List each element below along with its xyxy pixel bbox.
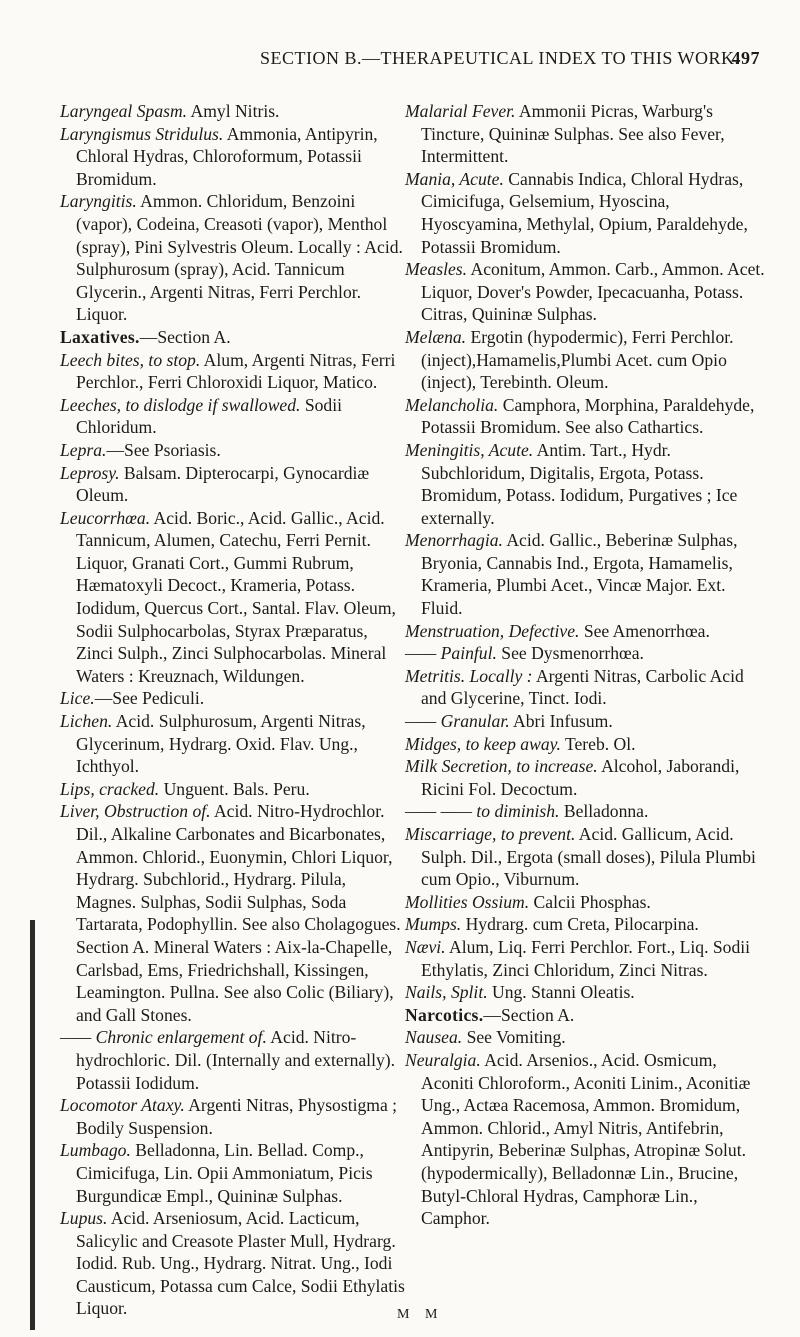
index-entry (405, 823, 765, 891)
entry-remedies: See Vomiting. (462, 1027, 566, 1048)
entry-remedies: Antim. Tart., Hydr. Subchloridum, Digitalis, Ergota, Potass. Bromidum, Potass. Iodidum, Purgatives ; Ice externally. (421, 439, 738, 528)
entry-headword: Lice. (60, 688, 95, 709)
entry-remedies: Acid. Nitro-hydrochloric. Dil. (Internally and externally). Potassii Iodidum. (76, 1027, 396, 1093)
index-entry (405, 168, 765, 258)
index-entry (405, 710, 765, 733)
entry-remedies: Amyl Nitris. (187, 101, 280, 121)
entry-remedies: Belladonna. (559, 801, 649, 822)
entry-remedies: —See Pediculi. (94, 688, 205, 709)
entry-remedies: Ammonii Picras, Warburg's Tincture, Quininæ Sulphas. See also Fever, Intermittent. (421, 101, 725, 167)
entry-remedies: See Dysmenorrhœa. (496, 643, 644, 664)
entry-headword: Lips, cracked. (60, 778, 160, 799)
entry-headword: —— Painful. (405, 643, 497, 664)
index-entry (405, 936, 765, 981)
entry-remedies: Acid. Arsenios., Acid. Osmicum, Aconiti Chloroform., Aconiti Linim., Aconitiæ Ung., Actæa Racemosa, Ammon. Bromidum, Ammon. Chlorid., Amyl Nitris, Antifebrin, Antipyrin, Beberinæ Sulphas, Atropinæ Solut. (hypodermically), Belladonnæ Lin., Brucine, Butyl-Chloral Hydras, Camphoræ Lin., Camphor. (421, 1049, 751, 1229)
entry-headword: Mollities Ossium. (405, 891, 530, 912)
entry-headword: Lumbago. (60, 1140, 131, 1161)
index-entry (60, 100, 408, 123)
entry-headword: Lichen. (60, 711, 113, 732)
entry-headword: Malarial Fever. (405, 101, 516, 121)
entry-headword: Neuralgia. (405, 1049, 481, 1070)
entry-headword: Melæna. (405, 326, 467, 347)
entry-remedies: Tereb. Ol. (560, 733, 636, 754)
entry-remedies: Acid. Nitro-Hydrochlor. Dil., Alkaline Carbonates and Bicarbonates, Ammon. Chlorid., Euonymin, Chlori Liquor, Hydrarg. Subchlorid., Hydrarg. Pilula, Magnes. Sulphas, Sodii Sulphas, Soda Tartarata, Podophyllin. See also Cholagogues. Section A. Mineral Waters : Aix-la-Chapelle, Carlsbad, Ems, Friedrichshall, Kissingen, Leamington. Pullna. See also Colic (Biliary), and Gall Stones. (76, 801, 401, 1025)
index-entry (60, 394, 408, 439)
index-entry (405, 913, 765, 936)
entry-remedies: Ammonia, Antipyrin, Chloral Hydras, Chloroformum, Potassii Bromidum. (76, 123, 378, 189)
entry-headword: Laryngitis. (60, 191, 137, 212)
index-entry (60, 349, 408, 394)
entry-headword: Milk Secretion, to increase. (405, 756, 598, 777)
index-entry (405, 529, 765, 619)
entry-remedies: Acid. Gallic., Beberinæ Sulphas, Bryonia, Cannabis Ind., Ergota, Hamamelis, Krameria, Plumbi Acet., Vincæ Major. Ext. Fluid. (421, 530, 738, 619)
entry-remedies: Acid. Boric., Acid. Gallic., Acid. Tannicum, Alumen, Catechu, Ferri Pernit. Liquor, Granati Cort., Gummi Rubrum, Hæmatoxyli Decoct., Krameria, Potass. Iodidum, Quercus Cort., Santal. Flav. Oleum, Sodii Sulphocarbolas, Styrax Præparatus, Zinci Sulph., Zinci Sulphocarbolas. Mineral Waters : Kreuznach, Wildungen. (76, 507, 396, 686)
entry-headword: —— Chronic enlargement of. (60, 1027, 267, 1048)
index-entry (60, 1094, 408, 1139)
index-entry (405, 642, 765, 665)
entry-headword: Liver, Obstruction of. (60, 801, 211, 822)
entry-remedies: Ammon. Chloridum, Benzoini (vapor), Codeina, Creasoti (vapor), Menthol (spray), Pini Sylvestris Oleum. Locally : Acid. Sulphurosum (spray), Acid. Tannicum Glycerin., Argenti Nitras, Ferri Perchlor. Liquor. (76, 191, 403, 325)
entry-headword: Leeches, to dislodge if swallowed. (60, 394, 301, 415)
entry-headword: Nails, Split. (405, 982, 488, 1003)
entry-remedies: Abri Infusum. (509, 711, 613, 732)
index-entry (405, 258, 765, 326)
index-entry (405, 733, 765, 756)
entry-remedies: Camphora, Morphina, Paraldehyde, Potassii Bromidum. See also Cathartics. (421, 394, 755, 438)
entry-headword: Nausea. (405, 1027, 463, 1048)
entry-remedies: Belladonna, Lin. Bellad. Comp., Cimicifuga, Lin. Opii Ammoniatum, Picis Burgundicæ Empl., Quininæ Sulphas. (76, 1140, 373, 1206)
entry-headword: Mania, Acute. (405, 168, 504, 189)
entry-remedies: Argenti Nitras, Carbolic Acid and Glycerine, Tinct. Iodi. (421, 665, 744, 709)
entry-remedies: Argenti Nitras, Physostigma ; Bodily Suspension. (76, 1095, 398, 1138)
entry-headword: Measles. (405, 259, 468, 280)
index-entry (405, 981, 765, 1004)
entry-headword: Lepra. (60, 439, 107, 460)
signature-mark: M M (397, 1307, 444, 1322)
entry-headword: Miscarriage, to prevent. (405, 824, 576, 844)
entry-remedies: Sodii Chloridum. (76, 394, 342, 438)
entry-headword: Laxatives. (60, 326, 140, 347)
index-entry (405, 1026, 765, 1049)
index-entry (60, 507, 408, 688)
index-entry (405, 394, 765, 439)
entry-remedies: Cannabis Indica, Chloral Hydras, Cimicifuga, Gelsemium, Hyoscina, Hyoscyamina, Methylal, Opium, Paraldehyde, Potassii Bromidum. (421, 168, 748, 257)
entry-headword: Meningitis, Acute. (405, 439, 534, 460)
entry-remedies: Calcii Phosphas. (529, 891, 651, 912)
index-entry (405, 755, 765, 800)
index-entry (405, 891, 765, 914)
entry-remedies: Balsam. Dipterocarpi, Gynocardiæ Oleum. (76, 462, 370, 506)
index-entry (60, 1026, 408, 1094)
index-entry (405, 439, 765, 529)
entry-headword: Leech bites, to stop. (60, 349, 201, 370)
entry-remedies: Acid. Sulphurosum, Argenti Nitras, Glycerinum, Hydrarg. Oxid. Flav. Ung., Ichthyol. (76, 711, 366, 777)
entry-headword: Leprosy. (60, 462, 120, 483)
index-entry (405, 800, 765, 823)
entry-remedies: Aconitum, Ammon. Carb., Ammon. Acet. Liquor, Dover's Powder, Ipecacuanha, Potass. Citras, Quininæ Sulphas. (421, 259, 765, 325)
entry-headword: Mumps. (405, 914, 462, 935)
entry-headword: Laryngeal Spasm. (60, 101, 188, 121)
index-entry (60, 1207, 408, 1320)
entry-remedies: Unguent. Bals. Peru. (159, 778, 310, 799)
index-entry (60, 800, 408, 1026)
entry-remedies: Alcohol, Jaborandi, Ricini Fol. Decoctum. (421, 756, 740, 799)
entry-headword: Leucorrhœa. (60, 507, 151, 528)
entry-remedies: —Section A. (483, 1004, 575, 1025)
index-entry (405, 326, 765, 394)
entry-remedies: Acid. Gallicum, Acid. Sulph. Dil., Ergota (small doses), Pilula Plumbi cum Opio., Viburnum. (421, 824, 756, 890)
entry-headword: Narcotics. (405, 1004, 484, 1025)
entry-headword: Locomotor Ataxy. (60, 1095, 185, 1116)
index-entry (60, 687, 408, 710)
entry-headword: Melancholia. (405, 394, 499, 415)
entry-remedies: Hydrarg. cum Creta, Pilocarpina. (461, 914, 699, 935)
index-entry (60, 439, 408, 462)
entry-remedies: Alum, Liq. Ferri Perchlor. Fort., Liq. Sodii Ethylatis, Zinci Chloridum, Zinci Nitras. (421, 936, 751, 980)
entry-headword: Menorrhagia. (405, 530, 503, 551)
right-column (405, 100, 765, 1230)
entry-headword: Metritis. Locally : (405, 665, 533, 686)
entry-remedies: Ergotin (hypodermic), Ferri Perchlor. (inject),Hamamelis,Plumbi Acet. cum Opio (inject), Terebinth. Oleum. (421, 326, 734, 393)
index-entry (60, 462, 408, 507)
index-entry (405, 100, 765, 168)
index-entry (60, 778, 408, 801)
entry-headword: Lupus. (60, 1208, 108, 1229)
index-entry (405, 620, 765, 643)
entry-remedies: Alum, Argenti Nitras, Ferri Perchlor., Ferri Chloroxidi Liquor, Matico. (76, 349, 396, 393)
entry-remedies: —See Psoriasis. (106, 439, 221, 460)
entry-headword: Laryngismus Stridulus. (60, 123, 224, 144)
index-entry (405, 1049, 765, 1230)
page-number: 497 (731, 48, 760, 68)
left-column (60, 100, 408, 1320)
running-header (60, 48, 760, 78)
index-entry (60, 1139, 408, 1207)
index-entry (405, 665, 765, 710)
entry-remedies: Acid. Arseniosum, Acid. Lacticum, Salicylic and Creasote Plaster Mull, Hydrarg. Iodid. Rub. Ung., Hydrarg. Nitrat. Ung., Iodi Causticum, Potassa cum Calce, Sodii Ethylatis Liquor. (76, 1208, 405, 1319)
entry-headword: Menstruation, Defective. (405, 620, 580, 641)
binding-edge (30, 920, 35, 1330)
entry-headword: —— —— to diminish. (405, 801, 560, 822)
index-entry (60, 326, 408, 349)
index-entry (60, 123, 408, 191)
entry-headword: Nævi. (405, 936, 446, 957)
index-entry (60, 710, 408, 778)
index-entry (405, 1004, 765, 1027)
entry-remedies: —Section A. (139, 326, 231, 347)
section-title: SECTION B.—THERAPEUTICAL INDEX TO THIS WORK. (260, 48, 740, 68)
entry-headword: —— Granular. (405, 711, 510, 732)
entry-headword: Midges, to keep away. (405, 733, 561, 754)
index-entry (60, 190, 408, 326)
entry-remedies: Ung. Stanni Oleatis. (487, 982, 635, 1003)
entry-remedies: See Amenorrhœa. (579, 620, 710, 641)
